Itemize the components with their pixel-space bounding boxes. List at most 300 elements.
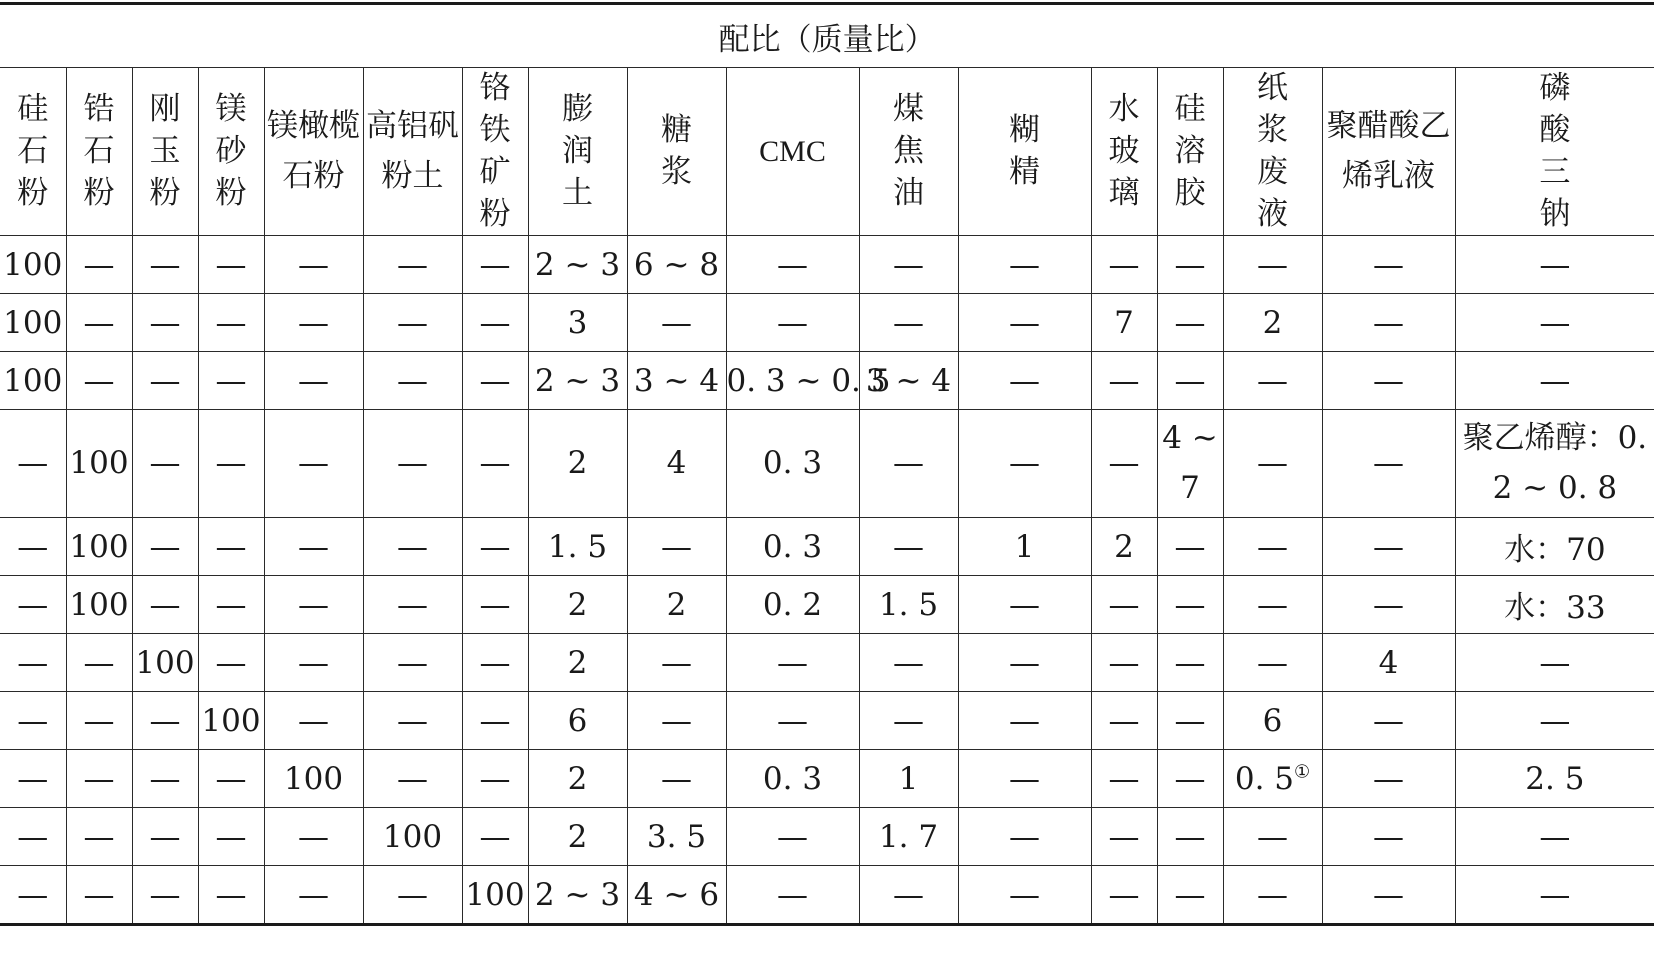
table-cell-value: 2. 5 <box>1525 760 1585 797</box>
table-cell <box>1322 352 1455 410</box>
table-cell-value: — <box>1174 702 1206 739</box>
table-cell <box>1157 236 1223 294</box>
table-cell <box>958 750 1091 808</box>
table-cell <box>363 576 462 634</box>
table-cell-value: — <box>1108 760 1140 797</box>
column-header <box>958 68 1091 236</box>
table-cell <box>66 634 132 692</box>
table-cell <box>363 692 462 750</box>
table-cell <box>1157 634 1223 692</box>
table-cell-value: — <box>149 702 181 739</box>
table-cell-value: — <box>1108 876 1140 913</box>
table-cell-value: 2 <box>567 445 588 482</box>
table-cell <box>0 518 66 576</box>
table-cell <box>627 352 726 410</box>
table-cell-value: — <box>1009 246 1040 283</box>
column-header <box>198 68 264 236</box>
column-header-label: 硅石粉 <box>17 90 49 211</box>
table-cell-value: — <box>1373 528 1404 565</box>
table-row <box>0 866 1654 925</box>
table-cell-value: 2 <box>1114 528 1134 565</box>
table-cell <box>462 750 528 808</box>
table-cell <box>1157 410 1223 518</box>
column-header-label: 膨润土 <box>561 90 593 211</box>
formulation-table <box>0 2 1654 926</box>
table-cell-value: — <box>17 528 49 565</box>
table-cell <box>1223 576 1322 634</box>
column-header-label: 磷酸三钠 <box>1539 70 1571 232</box>
table-cell-value: — <box>479 304 511 341</box>
table-cell-value: 6 <box>567 702 588 739</box>
table-cell-value: — <box>397 304 428 341</box>
table-cell <box>1157 808 1223 866</box>
table-cell-value: 2 ~ 3 <box>534 362 621 399</box>
column-header <box>1091 68 1157 236</box>
table-cell-value: — <box>1009 760 1040 797</box>
table-cell <box>462 352 528 410</box>
table-body <box>0 236 1654 925</box>
table-cell-value: — <box>149 362 181 399</box>
table-cell-value: — <box>83 246 115 283</box>
table-cell <box>726 236 859 294</box>
table-cell-value: — <box>298 445 329 482</box>
table-cell-value: — <box>298 362 329 399</box>
table-cell-value: — <box>1009 876 1040 913</box>
table-cell <box>363 236 462 294</box>
table-cell <box>726 518 859 576</box>
table-cell <box>627 750 726 808</box>
column-header <box>1455 68 1654 236</box>
column-header <box>859 68 958 236</box>
table-cell <box>132 750 198 808</box>
table-cell <box>198 808 264 866</box>
table-cell-value: 3. 5 <box>646 818 707 855</box>
table-cell-value: 2 ~ 3 <box>534 876 621 913</box>
table-cell-value: — <box>215 304 247 341</box>
table-cell-value: 2 ~ 3 <box>534 246 621 283</box>
table-cell-value: 1. 5 <box>878 586 939 623</box>
table-cell-value: — <box>149 304 181 341</box>
table-cell <box>198 866 264 925</box>
table-cell <box>958 692 1091 750</box>
table-cell <box>859 294 958 352</box>
table-cell-value: — <box>1373 876 1404 913</box>
table-cell <box>66 692 132 750</box>
table-cell-value: — <box>17 818 49 855</box>
table-cell <box>1091 294 1157 352</box>
table-cell-value: 1. 7 <box>878 818 939 855</box>
column-header-label: 铬铁矿粉 <box>479 70 511 232</box>
table-cell <box>132 576 198 634</box>
table-cell <box>958 236 1091 294</box>
table-cell-value: — <box>777 304 808 341</box>
table-cell <box>0 808 66 866</box>
table-cell <box>1223 352 1322 410</box>
table-cell-value: — <box>17 702 49 739</box>
table-cell <box>859 576 958 634</box>
table-cell-value: — <box>777 702 808 739</box>
table-cell <box>859 866 958 925</box>
table-cell-value: — <box>479 445 511 482</box>
table-cell-value: — <box>83 304 115 341</box>
table-cell <box>528 236 627 294</box>
table-cell <box>198 692 264 750</box>
table-cell-value: 1 <box>1014 528 1035 565</box>
table-cell-value: — <box>777 246 808 283</box>
column-header <box>627 68 726 236</box>
table-cell <box>132 352 198 410</box>
column-header <box>363 68 462 236</box>
table-cell-value: — <box>298 246 329 283</box>
table-cell-value: 100 <box>69 445 129 482</box>
table-cell <box>0 634 66 692</box>
column-header-label: 聚醋酸乙烯乳液 <box>1326 108 1451 194</box>
table-cell <box>958 576 1091 634</box>
column-header-label: 纸浆废液 <box>1256 70 1288 232</box>
table-cell-value: 100 <box>3 246 63 283</box>
table-cell-value: — <box>1257 818 1288 855</box>
table-cell <box>1322 750 1455 808</box>
table-cell <box>528 294 627 352</box>
table-cell-value: — <box>1539 644 1571 681</box>
table-cell <box>264 692 363 750</box>
table-cell <box>1091 808 1157 866</box>
table-cell <box>1223 236 1322 294</box>
table-cell <box>198 750 264 808</box>
table-cell <box>528 808 627 866</box>
table-cell <box>363 294 462 352</box>
table-cell-value: — <box>1009 586 1040 623</box>
table-cell <box>264 410 363 518</box>
table-cell-value: — <box>215 362 247 399</box>
table-cell-value: 3 ~ 4 <box>865 362 952 399</box>
table-cell <box>66 866 132 925</box>
title-row <box>0 4 1654 68</box>
table-cell-value: 100 <box>465 876 525 913</box>
table-row <box>0 750 1654 808</box>
table-cell <box>627 576 726 634</box>
table-cell <box>1223 634 1322 692</box>
column-header <box>1223 68 1322 236</box>
table-cell <box>1322 518 1455 576</box>
table-cell <box>1455 410 1654 518</box>
column-header-label: 糖浆 <box>660 111 692 190</box>
table-cell-value: — <box>298 702 329 739</box>
table-cell <box>726 750 859 808</box>
column-header-label: 硅溶胶 <box>1174 90 1206 211</box>
table-cell-value: — <box>215 586 247 623</box>
table-cell-value: — <box>397 760 428 797</box>
table-cell-value: — <box>661 644 692 681</box>
table-cell-value: — <box>83 876 115 913</box>
table-cell <box>132 518 198 576</box>
table-cell-value: 水：70 <box>1504 532 1606 569</box>
table-cell <box>1322 634 1455 692</box>
table-cell <box>958 410 1091 518</box>
table-cell-value: 100 <box>382 818 443 855</box>
column-header <box>1322 68 1455 236</box>
table-cell-value: 100 <box>69 586 129 623</box>
table-cell <box>66 352 132 410</box>
table-row <box>0 352 1654 410</box>
table-cell-value: 0. 5 <box>1234 760 1294 797</box>
table-cell <box>264 634 363 692</box>
table-cell <box>859 634 958 692</box>
table-cell-value: — <box>1009 304 1040 341</box>
table-cell-value: 0. 3 <box>762 528 823 565</box>
table-row <box>0 236 1654 294</box>
table-cell-value: — <box>1257 528 1288 565</box>
table-cell <box>726 352 891 410</box>
table-row <box>0 634 1654 692</box>
table-cell-value: — <box>17 586 49 623</box>
table-cell <box>627 294 726 352</box>
table-cell <box>462 634 528 692</box>
table-cell-value: — <box>479 702 511 739</box>
table-cell <box>66 750 132 808</box>
table-cell-value: — <box>479 760 511 797</box>
table-cell <box>1455 750 1654 808</box>
table-cell <box>1223 294 1322 352</box>
table-cell <box>264 518 363 576</box>
table-cell-value: — <box>479 528 511 565</box>
table-cell <box>1157 576 1223 634</box>
table-cell-value: 1 <box>898 760 919 797</box>
table-cell <box>66 410 132 518</box>
table-cell-value: — <box>1009 445 1040 482</box>
table-cell <box>528 576 627 634</box>
table-cell <box>132 866 198 925</box>
table-cell-value: — <box>1373 304 1404 341</box>
table-cell <box>0 866 66 925</box>
table-cell-value: — <box>397 528 428 565</box>
table-cell-value: — <box>215 876 247 913</box>
table-cell <box>627 634 726 692</box>
table-cell <box>1455 634 1654 692</box>
table-cell-value: — <box>215 818 247 855</box>
table-cell-value: — <box>1257 876 1288 913</box>
table-cell-value: — <box>1373 362 1404 399</box>
table-cell <box>1223 866 1322 925</box>
table-cell <box>627 808 726 866</box>
table-cell-value: — <box>1108 445 1140 482</box>
table-cell <box>958 866 1091 925</box>
table-cell-value: 2 <box>567 760 588 797</box>
table-cell <box>264 808 363 866</box>
table-cell <box>1157 692 1223 750</box>
table-cell-value: — <box>298 818 329 855</box>
table-cell <box>627 236 726 294</box>
table-cell-value: — <box>479 644 511 681</box>
table-cell-value: — <box>397 876 428 913</box>
table-cell-value: 2 <box>1262 304 1283 341</box>
table-cell-value: — <box>298 304 329 341</box>
table-cell-value: — <box>149 586 181 623</box>
table-cell-value: 100 <box>3 304 63 341</box>
table-cell-value: 0. 3 ~ 0. 5 <box>726 362 891 399</box>
table-cell-value: — <box>17 876 49 913</box>
table-cell <box>1157 866 1223 925</box>
table-cell <box>1455 518 1654 576</box>
table-cell-value: — <box>215 760 247 797</box>
table-cell <box>859 518 958 576</box>
table-cell-value: — <box>1108 702 1140 739</box>
column-header-label: 刚玉粉 <box>149 90 181 211</box>
table-cell-value: — <box>1009 362 1040 399</box>
table-cell-value: 2 <box>567 644 588 681</box>
table-cell-value: — <box>1539 304 1571 341</box>
table-cell <box>363 518 462 576</box>
table-row <box>0 576 1654 634</box>
table-cell <box>264 294 363 352</box>
table-cell-value: — <box>397 644 428 681</box>
table-row <box>0 518 1654 576</box>
table-cell <box>0 576 66 634</box>
column-header <box>66 68 132 236</box>
table-cell-value: 3 ~ 4 <box>633 362 720 399</box>
table-cell-value: 4 <box>666 445 687 482</box>
table-cell-value: — <box>397 362 428 399</box>
table-cell <box>859 410 958 518</box>
table-cell-value: — <box>1539 876 1571 913</box>
table-cell-value: — <box>83 644 115 681</box>
table-cell <box>958 294 1091 352</box>
table-cell-value: — <box>893 528 924 565</box>
table-cell-value: — <box>479 818 511 855</box>
table-cell <box>1091 518 1157 576</box>
table-cell <box>726 634 859 692</box>
table-cell-value: — <box>1539 246 1571 283</box>
table-cell-value: 2 <box>567 818 588 855</box>
table-cell-value: — <box>1373 760 1404 797</box>
table-cell-value: — <box>1009 644 1040 681</box>
table-cell-value: — <box>1174 362 1206 399</box>
table-cell-value: — <box>215 445 247 482</box>
table-cell-value: — <box>893 304 924 341</box>
table-cell <box>1157 352 1223 410</box>
table-cell-value: 4 ~ 7 <box>1162 420 1218 506</box>
table-cell <box>1455 352 1654 410</box>
table-cell <box>1091 634 1157 692</box>
table-cell <box>462 236 528 294</box>
table-cell <box>1223 410 1322 518</box>
table-cell-value: 0. 3 <box>762 445 823 482</box>
table-cell-value: — <box>1174 586 1206 623</box>
table-cell-value: — <box>1373 818 1404 855</box>
table-cell-value: 6 ~ 8 <box>633 246 720 283</box>
table-cell-value: — <box>1257 586 1288 623</box>
table-cell-value: — <box>149 760 181 797</box>
table-cell <box>264 750 363 808</box>
table-cell <box>1157 518 1223 576</box>
table-cell-value: 100 <box>135 644 195 681</box>
column-header-label: 糊精 <box>1008 111 1040 190</box>
column-header <box>264 68 363 236</box>
table-cell <box>859 750 958 808</box>
table-cell-value: — <box>149 246 181 283</box>
table-cell-value: — <box>1257 644 1288 681</box>
table-cell <box>198 518 264 576</box>
table-cell <box>198 576 264 634</box>
table-cell <box>1091 352 1157 410</box>
table-cell <box>264 866 363 925</box>
table-cell-value: — <box>83 702 115 739</box>
table-cell-value: — <box>1373 246 1404 283</box>
table-cell <box>132 634 198 692</box>
table-cell <box>859 808 958 866</box>
table-cell <box>363 634 462 692</box>
column-header <box>1157 68 1223 236</box>
column-header <box>132 68 198 236</box>
table-cell-value: — <box>1257 362 1288 399</box>
table-cell <box>1223 808 1322 866</box>
table-cell <box>462 294 528 352</box>
table-cell-value: 100 <box>69 528 129 565</box>
table-cell <box>726 866 859 925</box>
table-cell-value: — <box>149 818 181 855</box>
table-cell <box>1455 236 1654 294</box>
table-cell-value: — <box>1539 818 1571 855</box>
footnote-marker: ① <box>1294 761 1311 783</box>
column-header-label: 锆石粉 <box>83 90 115 211</box>
column-header-label: CMC <box>759 134 826 168</box>
column-header <box>462 68 528 236</box>
table-cell-value: — <box>1108 644 1140 681</box>
table-cell-value: — <box>777 818 808 855</box>
table-cell-value: — <box>149 445 181 482</box>
table-cell <box>66 294 132 352</box>
table-cell-value: — <box>1174 246 1206 283</box>
table-cell <box>264 236 363 294</box>
table-cell <box>198 634 264 692</box>
table-cell-value: — <box>479 246 511 283</box>
table-cell-value: — <box>1373 702 1404 739</box>
table-cell <box>958 808 1091 866</box>
table-cell-value: — <box>893 702 924 739</box>
table-cell-value: — <box>479 586 511 623</box>
table-cell <box>726 692 859 750</box>
table-cell-value: — <box>397 702 428 739</box>
table-cell <box>462 576 528 634</box>
table-cell <box>363 866 462 925</box>
table-cell <box>627 866 726 925</box>
table-cell-value: — <box>397 246 428 283</box>
table-row <box>0 692 1654 750</box>
table-cell <box>726 576 859 634</box>
table-cell-value: — <box>1174 304 1206 341</box>
table-cell-value: 0. 3 <box>762 760 823 797</box>
table-cell <box>627 518 726 576</box>
table-cell-value: — <box>298 528 329 565</box>
table-cell-value: — <box>298 586 329 623</box>
column-header-label: 镁砂粉 <box>215 90 247 211</box>
table-cell-value: — <box>1373 586 1404 623</box>
table-cell <box>859 692 958 750</box>
table-row <box>0 808 1654 866</box>
table-cell <box>859 236 958 294</box>
table-cell-value: 聚乙烯醇：0. 2 ~ 0. 8 <box>1462 420 1648 506</box>
table-cell-value: — <box>298 644 329 681</box>
table-cell <box>363 750 462 808</box>
table-cell-value: — <box>17 445 49 482</box>
table-cell <box>66 576 132 634</box>
table-cell <box>958 352 1091 410</box>
table-cell <box>528 352 627 410</box>
table-cell <box>1091 866 1157 925</box>
table-cell <box>264 352 363 410</box>
table-cell <box>0 750 66 808</box>
column-header-label: 镁橄榄石粉 <box>267 108 360 194</box>
